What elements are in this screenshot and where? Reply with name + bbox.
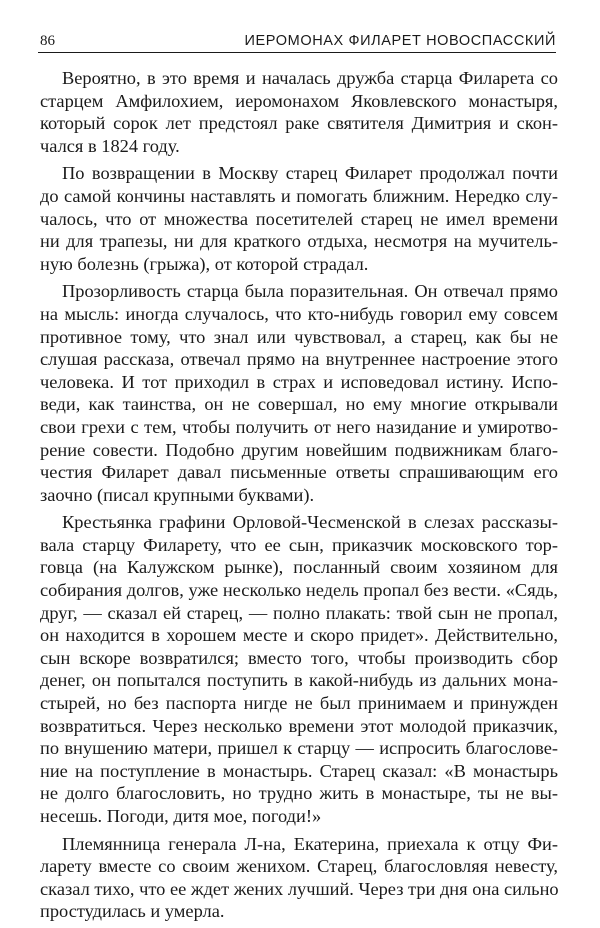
text-line: не долго благословить, но трудно жить в монастыре, ты не вы-: [40, 783, 558, 804]
text-line: Прозорливость старца была поразительная. Он отвечал прямо: [62, 281, 558, 302]
text-line: чался в 1824 году.: [40, 135, 180, 156]
text-line: ную болезнь (грыжа), от которой страдал.: [40, 253, 369, 274]
text-line: он находится в хорошем месте и скоро придет». Действительно,: [40, 625, 558, 646]
page-number: 86: [40, 33, 55, 49]
text-line: противное тому, что знал или чувствовал, а старец, как бы не: [40, 326, 558, 347]
running-title: ИЕРОМОНАХ ФИЛАРЕТ НОВОСПАССКИЙ: [244, 33, 556, 49]
paragraph: [40, 511, 558, 827]
text-line: который сорок лет предстоял раке святителя Димитрия и скон-: [40, 113, 558, 134]
text-line: друг, — сказал ей старец, — полно плакать: твой сын не пропал,: [40, 602, 558, 623]
text-line: вала старцу Филарету, что ее сын, приказчик московского тор-: [40, 534, 558, 555]
text-line: свои грехи с тем, чтобы получить от него назидание и умиротво-: [40, 416, 558, 437]
text-line: По возвращении в Москву старец Филарет продолжал почти: [62, 163, 558, 184]
text-line: денег, он попытался поступить в какой-нибудь из дальних мона-: [40, 670, 558, 691]
text-line: собирания долгов, уже несколько недель пропал без вести. «Сядь,: [40, 580, 558, 601]
text-line: Вероятно, в это время и началась дружба старца Филарета со: [62, 68, 558, 88]
paragraph: [40, 162, 558, 275]
text-line: на мысль: иногда случалось, что кто-нибудь говорил ему совсем: [40, 303, 558, 324]
text-line: веди, как таинства, он не совершал, но ему многие открывали: [40, 394, 558, 415]
text-line: Племянница генерала Л-на, Екатерина, приехала к отцу Фи-: [62, 833, 558, 854]
text-line: рение совести. Подобно другим новейшим подвижникам благо-: [40, 439, 558, 460]
text-line: простудилась и умерла.: [40, 901, 225, 922]
text-line: человека. И тот приходил в страх и исповедовал истину. Испо-: [40, 371, 558, 392]
text-line: до самой кончины наставлять и помогать ближним. Нередко слу-: [40, 185, 558, 206]
text-line: старцем Амфилохием, иеромонахом Яковлевского монастыря,: [40, 90, 558, 111]
text-line: по внушению матери, пришел к старцу — испросить благослове-: [40, 738, 558, 759]
paragraph: [40, 833, 558, 923]
text-line: возвратиться. Через несколько времени этот молодой приказчик,: [40, 715, 558, 736]
body-text: [40, 67, 558, 928]
text-line: ние на поступление в монастырь. Старец сказал: «В монастырь: [40, 760, 558, 781]
text-line: сказал тихо, что ее ждет жених лучший. Через три дня она сильно: [40, 878, 559, 899]
text-line: стырей, но без паспорта нигде не был принимаем и принужден: [40, 693, 558, 714]
text-line: говца (на Калужском рынке), посланный своим хозяином для: [40, 557, 558, 578]
text-line: ни для трапезы, ни для краткого отдыха, несмотря на мучитель-: [40, 231, 558, 252]
paragraph: [40, 67, 558, 157]
text-line: сын вскоре возвратился; вместо того, чтобы производить сбор: [40, 647, 558, 668]
text-line: Крестьянка графини Орловой-Чесменской в слезах рассказы-: [62, 512, 558, 533]
text-line: честия Филарет давал письменные ответы спрашивающим его: [40, 462, 558, 483]
text-line: чалось, что от множества посетителей старец не имел времени: [40, 208, 558, 229]
text-line: несешь. Погоди, дитя мое, погоди!»: [40, 806, 322, 826]
running-head: [38, 30, 556, 53]
text-line: ларету вместе со своим женихом. Старец, благословляя невесту,: [40, 856, 558, 877]
text-line: слушая рассказа, отвечал прямо на внутреннее настроение этого: [40, 349, 558, 370]
text-line: заочно (писал крупными буквами).: [40, 484, 315, 505]
paragraph: [40, 280, 558, 506]
